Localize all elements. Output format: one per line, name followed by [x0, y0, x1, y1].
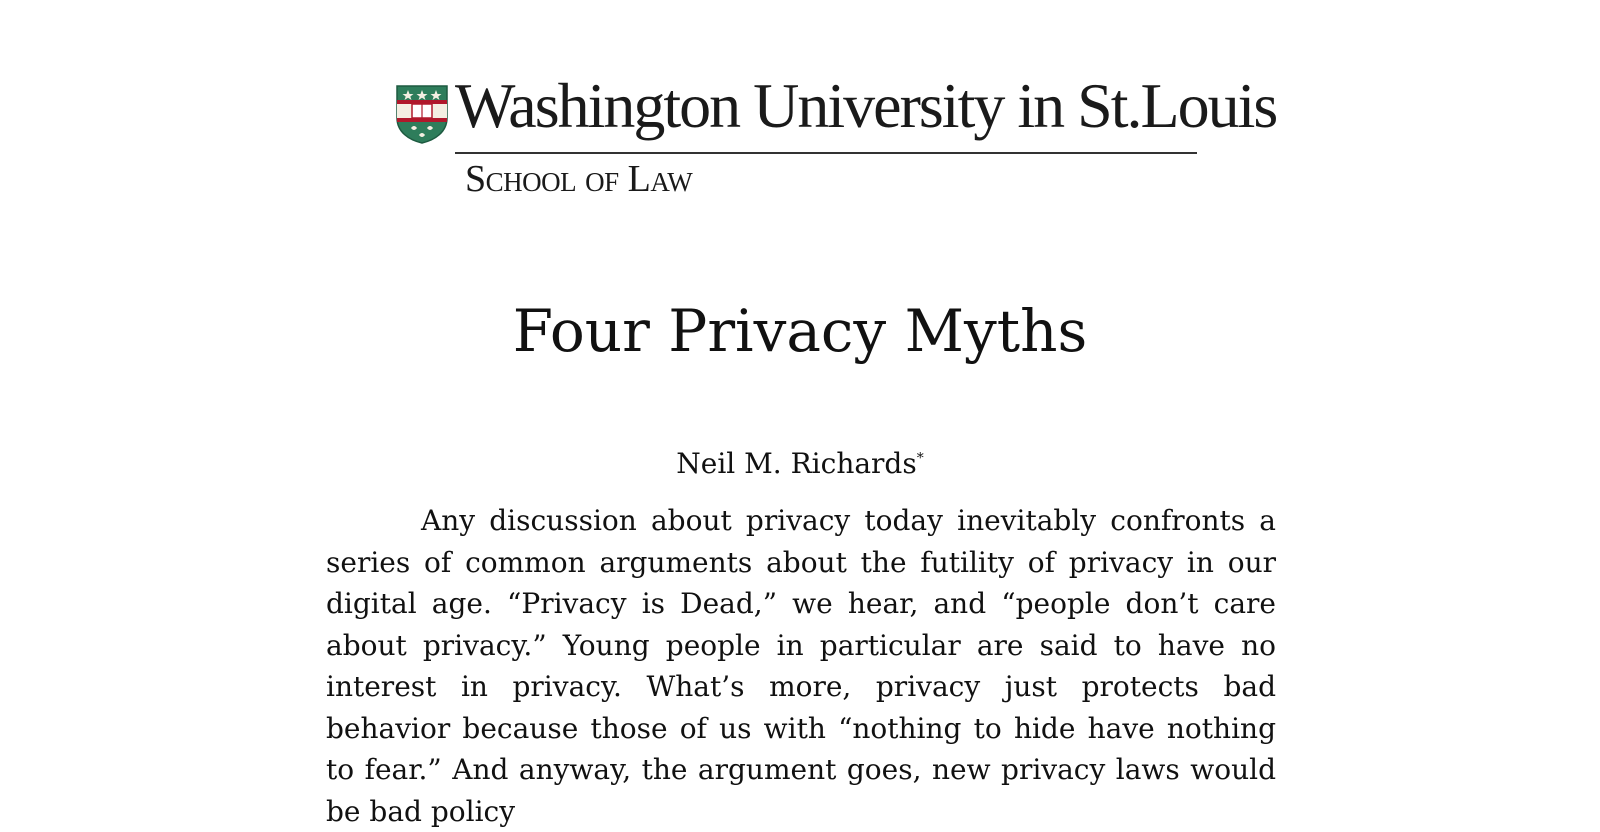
author-name: Neil M. Richards: [676, 447, 917, 480]
university-logo: [395, 70, 1277, 202]
author-line: [0, 447, 1600, 481]
document-title: Four Privacy Myths: [512, 297, 1088, 365]
author-footnote-marker: *: [916, 450, 924, 467]
school-name: School of Law: [465, 158, 693, 200]
university-name: Washington University in St.Louis: [455, 70, 1277, 141]
logo-divider: [455, 152, 1197, 154]
body-paragraph: Any discussion about privacy today inevitably confronts a series of common arguments about the futility of privacy in our digital age. “Privacy is Dead,” we hear, and “people don’t care about privacy.” Young people in particular are said to have no interest in privacy. What’s more, privacy just protects bad behavior because those of us with “nothing to hide have nothing to fear.” And anyway, the argument goes, new privacy laws would be bad policy: [326, 504, 1276, 828]
university-shield-icon: [395, 84, 449, 144]
